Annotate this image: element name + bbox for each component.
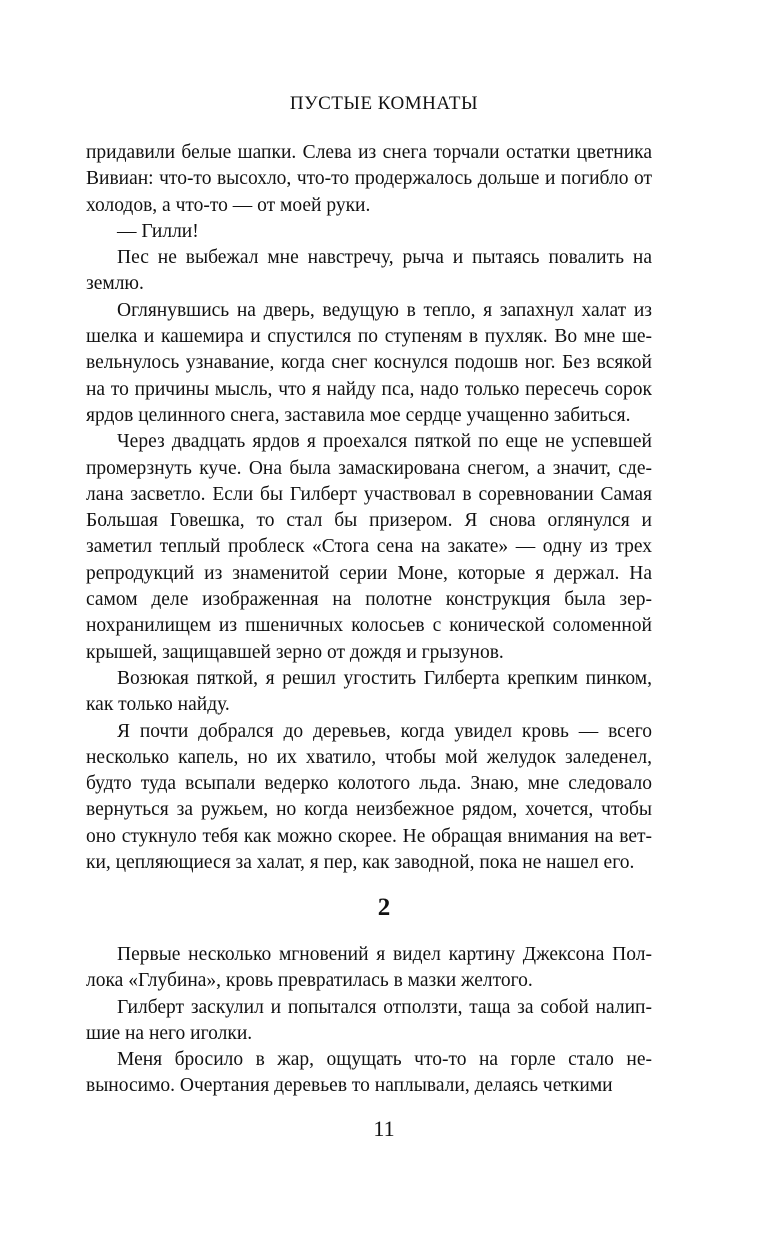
text-block-before-chapter	[86, 140, 652, 876]
text-block-after-chapter	[86, 942, 652, 1100]
chapter-number: 2	[377, 894, 391, 921]
paragraph: Через двадцать ярдов я проехался пяткой по еще не успевшей промерзнуть куче. Она была замаскирована снегом, а значит, сделана засветло. Если бы Гилберт участвовал в соревновании Самая Большая Говешка, то стал бы призером. Я снова оглянулся и заметил теплый проблеск «Стога сена на закате» — одну из трех репродукций из знаменитой серии Моне, которые я держал. На самом деле изображенная на полотне конструкция была зернохранилищем из пшеничных колосьев с конической соломенной крышей, защищавшей зерно от дождя и грызунов.	[86, 431, 652, 663]
paragraph: Возюкая пяткой, я решил угостить Гилберта крепким пинком, как только найду.	[86, 667, 652, 716]
running-title: ПУСТЫЕ КОМНАТЫ	[289, 93, 479, 114]
paragraph: — Гилли!	[117, 220, 199, 242]
paragraph: Первые несколько мгновений я видел картину Джексона Поллока «Глубина», кровь превратилась в мазки желтого.	[86, 944, 652, 992]
paragraph: придавили белые шапки. Слева из снега торчали остатки цветника Вивиан: что-то высохло, что-то продержалось дольше и погибло от холодов, а что-то — от моей руки.	[86, 142, 652, 216]
page-number: 11	[373, 1116, 395, 1141]
paragraph: Я почти добрался до деревьев, когда увидел кровь — всего несколько капель, но их хватило, чтобы мой желудок заледенел, будто туда всыпали ведерко колотого льда. Знаю, мне следовало вернуться за ружьем, но когда неизбежное рядом, хочется, чтобы оно стукнуло тебя как можно скорее. Не обращая внимания на ветки, цепляющиеся за халат, я пер, как заводной, пока не нашел его.	[86, 720, 652, 874]
paragraph: Пес не выбежал мне навстречу, рыча и пытаясь повалить на землю.	[86, 247, 652, 295]
paragraph: Оглянувшись на дверь, ведущую в тепло, я запахнул халат из шелка и кашемира и спустился по ступеням в пухляк. Во мне шевельнулось узнавание, когда снег коснулся подошв ног. Без всякой на то причины мысль, что я найду пса, надо только пересечь сорок ярдов целинного снега, заставила мое сердце учащенно забиться.	[86, 299, 652, 426]
paragraph: Меня бросило в жар, ощущать что-то на горле стало невыносимо. Очертания деревьев то наплывали, делаясь четкими	[86, 1049, 652, 1097]
paragraph: Гилберт заскулил и попытался отползти, таща за собой налипшие на него иголки.	[86, 996, 652, 1044]
